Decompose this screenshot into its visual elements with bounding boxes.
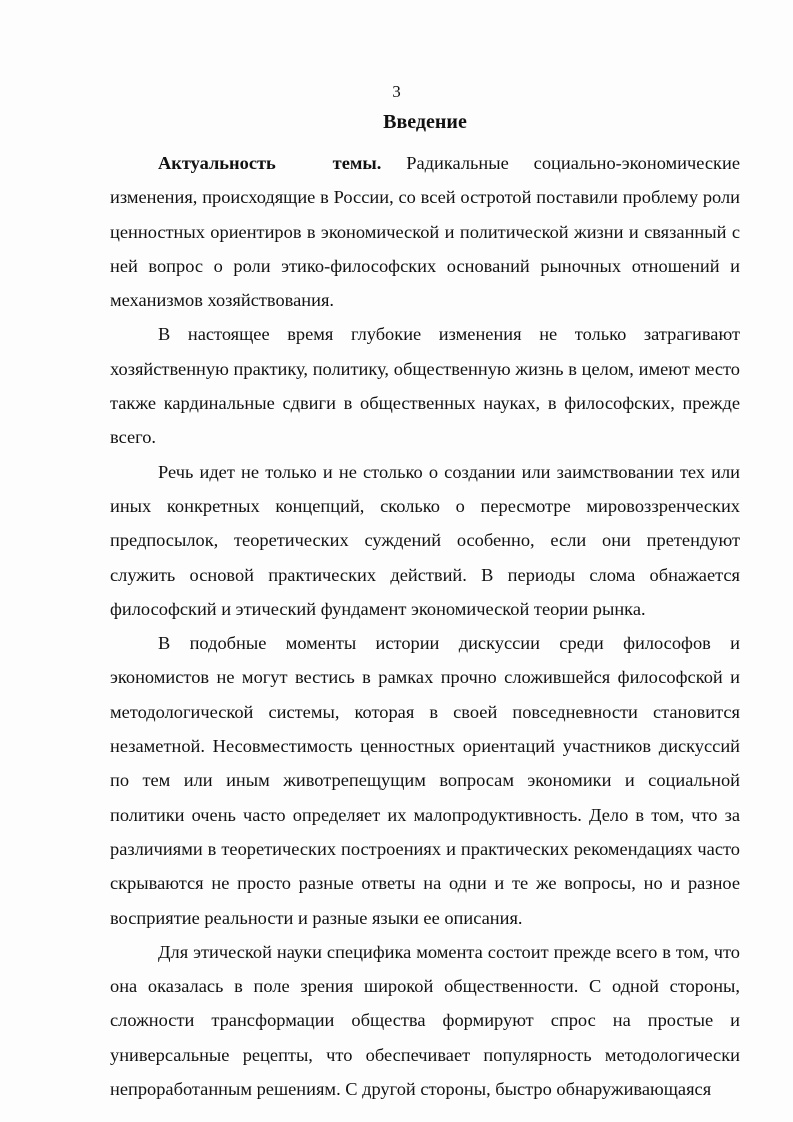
paragraph-1 (110, 146, 740, 317)
page-number: 3 (392, 82, 401, 101)
paragraph-1-text: Радикальные социально-экономические изменения, происходящие в России, со всей остротой поставили проблему роли ценностных ориентиров в экономической и политической жизни и связанный с ней вопрос о роли этико-философских оснований рыночных отношений и механизмов хозяйствования. (110, 153, 740, 311)
page-title: Введение (383, 111, 467, 133)
body-text (110, 146, 740, 1106)
paragraph-5: Для этической науки специфика момента состоит прежде всего в том, что она оказалась в поле зрения широкой общественности. С одной стороны, сложности трансформации общества формируют спрос на простые и универсальные рецепты, что обеспечивает популярность методологически непроработанным решениям. С другой стороны, быстро обнаруживающаяся (110, 941, 740, 1100)
paragraph-3: Речь идет не только и не столько о создании или заимствовании тех или иных конкретных концепций, сколько о пересмотре мировоззренческих предпосылок, теоретических суждений особенно, если они претендуют служить основой практических действий. В периоды слома обнажается философский и этический фундамент экономической теории рынка. (110, 461, 740, 619)
section-lead-label: Актуальность темы. (158, 153, 382, 173)
paragraph-4: В подобные моменты истории дискуссии среди философов и экономистов не могут вестись в рамках прочно сложившейся философской и методологической системы, которая в своей повседневности становится незаметной. Несовместимость ценностных ориентаций участников дискуссий по тем или иным животрепещущим вопросам экономики и социальной политики очень часто определяет их малопродуктивность. Дело в том, что за различиями в теоретических построениях и практических рекомендациях часто скрываются не просто разные ответы на одни и те же вопросы, но и разное восприятие реальности и разные языки ее описания. (110, 633, 740, 928)
paragraph-2: В настоящее время глубокие изменения не только затрагивают хозяйственную практику, политику, общественную жизнь в целом, имеют место также кардинальные сдвиги в общественных науках, в философских, прежде всего. (110, 324, 740, 448)
